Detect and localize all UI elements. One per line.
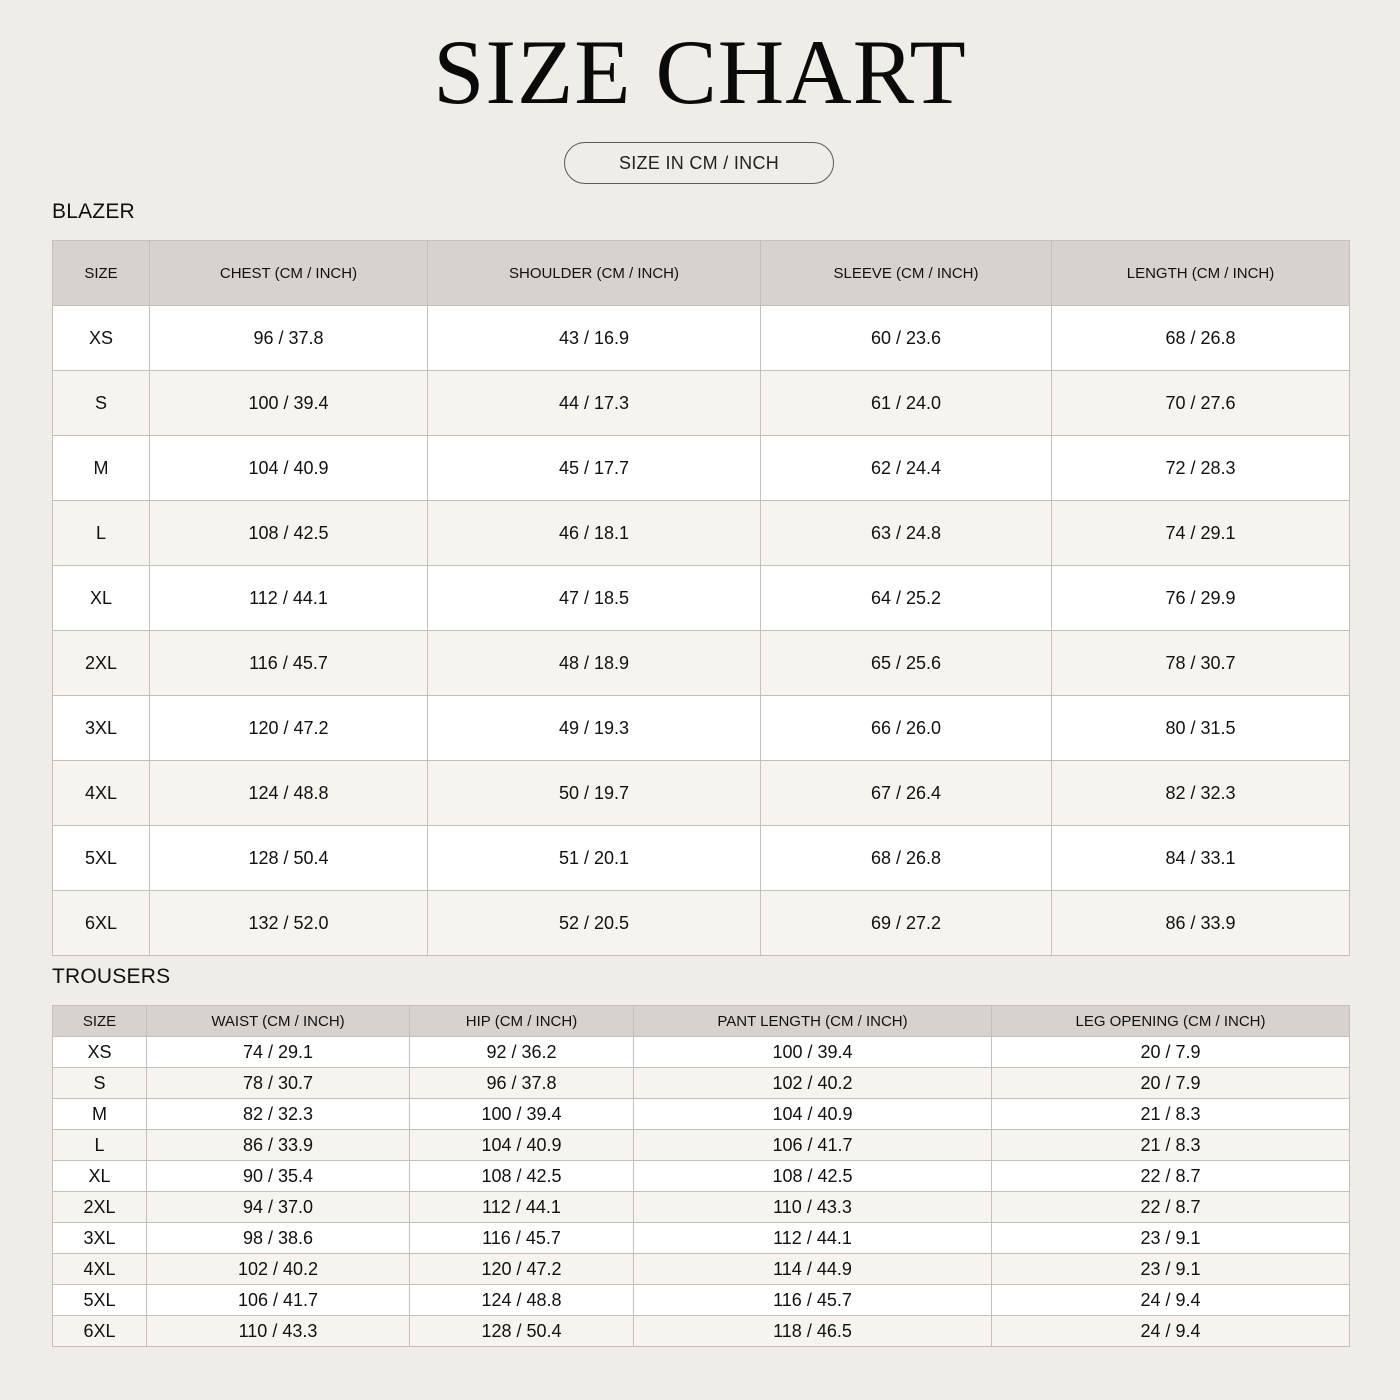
measurement-cell: 94 / 37.0 xyxy=(147,1192,410,1223)
measurement-cell: 104 / 40.9 xyxy=(410,1130,634,1161)
size-cell: 6XL xyxy=(53,891,150,956)
measurement-cell: 22 / 8.7 xyxy=(992,1192,1350,1223)
measurement-cell: 21 / 8.3 xyxy=(992,1099,1350,1130)
measurement-cell: 124 / 48.8 xyxy=(410,1285,634,1316)
measurement-cell: 84 / 33.1 xyxy=(1052,826,1350,891)
table-row xyxy=(53,1037,1350,1068)
measurement-cell: 68 / 26.8 xyxy=(1052,306,1350,371)
measurement-cell: 92 / 36.2 xyxy=(410,1037,634,1068)
size-cell: M xyxy=(53,1099,147,1130)
measurement-cell: 96 / 37.8 xyxy=(150,306,428,371)
table-row xyxy=(53,371,1350,436)
size-cell: L xyxy=(53,1130,147,1161)
measurement-cell: 74 / 29.1 xyxy=(147,1037,410,1068)
size-cell: 4XL xyxy=(53,761,150,826)
column-header: SLEEVE (CM / INCH) xyxy=(761,241,1052,306)
measurement-cell: 90 / 35.4 xyxy=(147,1161,410,1192)
table-row xyxy=(53,891,1350,956)
column-header: SIZE xyxy=(53,241,150,306)
measurement-cell: 78 / 30.7 xyxy=(1052,631,1350,696)
measurement-cell: 86 / 33.9 xyxy=(1052,891,1350,956)
measurement-cell: 24 / 9.4 xyxy=(992,1316,1350,1347)
measurement-cell: 106 / 41.7 xyxy=(634,1130,992,1161)
blazer-size-table xyxy=(52,240,1350,956)
measurement-cell: 72 / 28.3 xyxy=(1052,436,1350,501)
table-row xyxy=(53,1285,1350,1316)
measurement-cell: 100 / 39.4 xyxy=(634,1037,992,1068)
table-row xyxy=(53,436,1350,501)
measurement-cell: 116 / 45.7 xyxy=(410,1223,634,1254)
table-row xyxy=(53,761,1350,826)
measurement-cell: 61 / 24.0 xyxy=(761,371,1052,436)
measurement-cell: 22 / 8.7 xyxy=(992,1161,1350,1192)
measurement-cell: 108 / 42.5 xyxy=(150,501,428,566)
measurement-cell: 114 / 44.9 xyxy=(634,1254,992,1285)
size-cell: 4XL xyxy=(53,1254,147,1285)
measurement-cell: 20 / 7.9 xyxy=(992,1037,1350,1068)
measurement-cell: 51 / 20.1 xyxy=(428,826,761,891)
measurement-cell: 116 / 45.7 xyxy=(150,631,428,696)
measurement-cell: 50 / 19.7 xyxy=(428,761,761,826)
measurement-cell: 110 / 43.3 xyxy=(634,1192,992,1223)
size-cell: 5XL xyxy=(53,1285,147,1316)
measurement-cell: 24 / 9.4 xyxy=(992,1285,1350,1316)
measurement-cell: 44 / 17.3 xyxy=(428,371,761,436)
measurement-cell: 68 / 26.8 xyxy=(761,826,1052,891)
measurement-cell: 118 / 46.5 xyxy=(634,1316,992,1347)
size-cell: M xyxy=(53,436,150,501)
measurement-cell: 48 / 18.9 xyxy=(428,631,761,696)
measurement-cell: 82 / 32.3 xyxy=(1052,761,1350,826)
measurement-cell: 20 / 7.9 xyxy=(992,1068,1350,1099)
table-row xyxy=(53,1068,1350,1099)
size-cell: S xyxy=(53,371,150,436)
measurement-cell: 65 / 25.6 xyxy=(761,631,1052,696)
measurement-cell: 62 / 24.4 xyxy=(761,436,1052,501)
measurement-cell: 86 / 33.9 xyxy=(147,1130,410,1161)
measurement-cell: 108 / 42.5 xyxy=(634,1161,992,1192)
size-cell: 6XL xyxy=(53,1316,147,1347)
column-header: SHOULDER (CM / INCH) xyxy=(428,241,761,306)
table-header-row xyxy=(53,241,1350,306)
column-header: HIP (CM / INCH) xyxy=(410,1006,634,1037)
measurement-cell: 43 / 16.9 xyxy=(428,306,761,371)
table-row xyxy=(53,1192,1350,1223)
measurement-cell: 76 / 29.9 xyxy=(1052,566,1350,631)
trousers-size-table xyxy=(52,1005,1350,1347)
table-row xyxy=(53,566,1350,631)
measurement-cell: 66 / 26.0 xyxy=(761,696,1052,761)
measurement-cell: 46 / 18.1 xyxy=(428,501,761,566)
blazer-section-title: BLAZER xyxy=(52,200,135,223)
table-row xyxy=(53,1161,1350,1192)
measurement-cell: 110 / 43.3 xyxy=(147,1316,410,1347)
size-cell: L xyxy=(53,501,150,566)
size-cell: 3XL xyxy=(53,696,150,761)
measurement-cell: 120 / 47.2 xyxy=(410,1254,634,1285)
measurement-cell: 120 / 47.2 xyxy=(150,696,428,761)
size-cell: 2XL xyxy=(53,631,150,696)
measurement-cell: 112 / 44.1 xyxy=(410,1192,634,1223)
measurement-cell: 106 / 41.7 xyxy=(147,1285,410,1316)
measurement-cell: 124 / 48.8 xyxy=(150,761,428,826)
measurement-cell: 100 / 39.4 xyxy=(410,1099,634,1130)
column-header: CHEST (CM / INCH) xyxy=(150,241,428,306)
measurement-cell: 102 / 40.2 xyxy=(634,1068,992,1099)
table-row xyxy=(53,696,1350,761)
size-cell: XS xyxy=(53,1037,147,1068)
table-row xyxy=(53,501,1350,566)
measurement-cell: 47 / 18.5 xyxy=(428,566,761,631)
size-cell: XS xyxy=(53,306,150,371)
unit-badge: SIZE IN CM / INCH xyxy=(564,142,834,184)
measurement-cell: 112 / 44.1 xyxy=(634,1223,992,1254)
table-row xyxy=(53,1223,1350,1254)
measurement-cell: 67 / 26.4 xyxy=(761,761,1052,826)
measurement-cell: 74 / 29.1 xyxy=(1052,501,1350,566)
size-cell: 5XL xyxy=(53,826,150,891)
table-row xyxy=(53,306,1350,371)
table-row xyxy=(53,1130,1350,1161)
measurement-cell: 52 / 20.5 xyxy=(428,891,761,956)
measurement-cell: 96 / 37.8 xyxy=(410,1068,634,1099)
measurement-cell: 100 / 39.4 xyxy=(150,371,428,436)
trousers-section-title: TROUSERS xyxy=(52,965,171,988)
measurement-cell: 116 / 45.7 xyxy=(634,1285,992,1316)
size-cell: S xyxy=(53,1068,147,1099)
measurement-cell: 78 / 30.7 xyxy=(147,1068,410,1099)
measurement-cell: 132 / 52.0 xyxy=(150,891,428,956)
measurement-cell: 21 / 8.3 xyxy=(992,1130,1350,1161)
measurement-cell: 82 / 32.3 xyxy=(147,1099,410,1130)
measurement-cell: 45 / 17.7 xyxy=(428,436,761,501)
measurement-cell: 69 / 27.2 xyxy=(761,891,1052,956)
size-cell: 2XL xyxy=(53,1192,147,1223)
table-row xyxy=(53,631,1350,696)
measurement-cell: 49 / 19.3 xyxy=(428,696,761,761)
size-cell: XL xyxy=(53,1161,147,1192)
measurement-cell: 23 / 9.1 xyxy=(992,1254,1350,1285)
column-header: WAIST (CM / INCH) xyxy=(147,1006,410,1037)
table-row xyxy=(53,1254,1350,1285)
measurement-cell: 23 / 9.1 xyxy=(992,1223,1350,1254)
column-header: LENGTH (CM / INCH) xyxy=(1052,241,1350,306)
measurement-cell: 104 / 40.9 xyxy=(150,436,428,501)
measurement-cell: 104 / 40.9 xyxy=(634,1099,992,1130)
measurement-cell: 63 / 24.8 xyxy=(761,501,1052,566)
measurement-cell: 64 / 25.2 xyxy=(761,566,1052,631)
measurement-cell: 98 / 38.6 xyxy=(147,1223,410,1254)
table-header-row xyxy=(53,1006,1350,1037)
size-cell: XL xyxy=(53,566,150,631)
page-title: SIZE CHART xyxy=(433,21,967,123)
measurement-cell: 112 / 44.1 xyxy=(150,566,428,631)
table-row xyxy=(53,1099,1350,1130)
size-cell: 3XL xyxy=(53,1223,147,1254)
measurement-cell: 128 / 50.4 xyxy=(150,826,428,891)
column-header: SIZE xyxy=(53,1006,147,1037)
table-row xyxy=(53,1316,1350,1347)
measurement-cell: 60 / 23.6 xyxy=(761,306,1052,371)
measurement-cell: 102 / 40.2 xyxy=(147,1254,410,1285)
measurement-cell: 70 / 27.6 xyxy=(1052,371,1350,436)
measurement-cell: 80 / 31.5 xyxy=(1052,696,1350,761)
measurement-cell: 108 / 42.5 xyxy=(410,1161,634,1192)
table-row xyxy=(53,826,1350,891)
column-header: LEG OPENING (CM / INCH) xyxy=(992,1006,1350,1037)
column-header: PANT LENGTH (CM / INCH) xyxy=(634,1006,992,1037)
measurement-cell: 128 / 50.4 xyxy=(410,1316,634,1347)
